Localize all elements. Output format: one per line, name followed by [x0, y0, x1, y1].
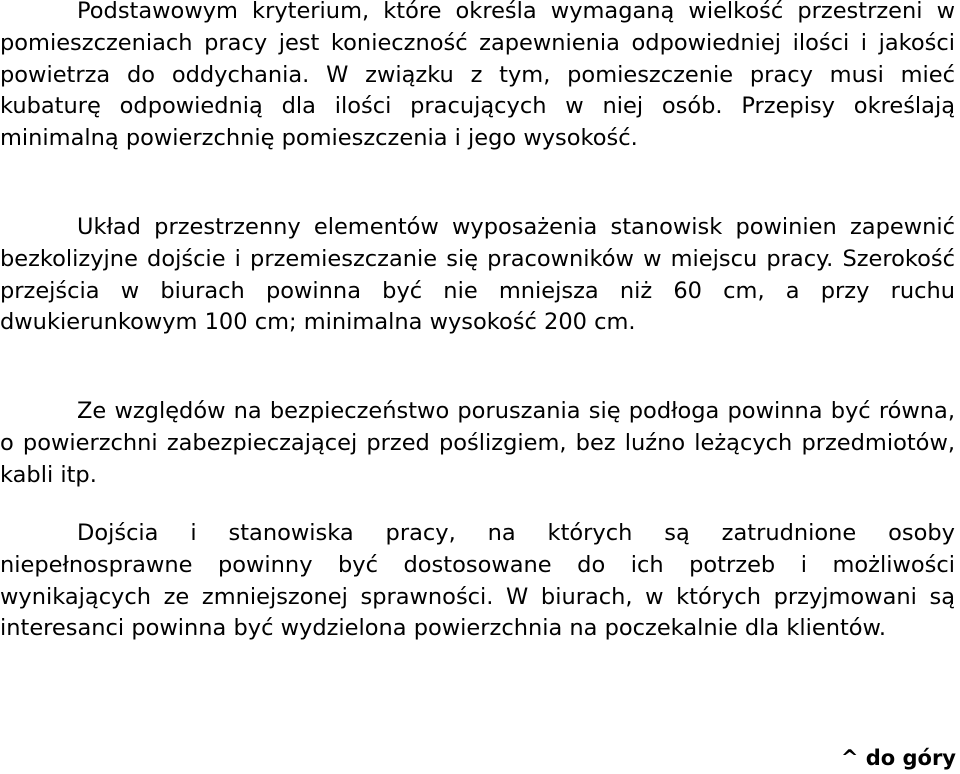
paragraph-text: Układ przestrzenny elementów wyposażenia stanowisk powinien zapewnić bezkolizyjne dojście i przemieszczanie się pracowników w miejscu pracy. Szerokość przejścia w biurach powinna być nie mniejsza niż 60 cm, a przy ruchu dwukierunkowym 100 cm; minimalna wysokość 200 cm.	[0, 214, 955, 336]
paragraph-layout-passages	[0, 212, 955, 339]
paragraph-text: Ze względów na bezpieczeństwo poruszania się podłoga powinna być równa, o powierzchni zabezpieczającej przed poślizgiem, bez luźno leżących przedmiotów, kabli itp.	[0, 398, 955, 488]
paragraph-workspace-air	[0, 0, 955, 155]
paragraph-text: Podstawowym kryterium, które określa wymaganą wielkość przestrzeni w pomieszczeniach pracy jest konieczność zapewnienia odpowiedniej ilości i jakości powietrza do oddychania. W związku z tym, pomieszczenie pracy musi mieć kubaturę odpowiednią dla ilości pracujących w niej osób. Przepisy określają minimalną powierzchnię pomieszczenia i jego wysokość.	[0, 0, 955, 152]
paragraph-floor-safety	[0, 396, 955, 491]
back-to-top-link[interactable]: ^ do góry	[840, 746, 956, 770]
paragraph-accessibility	[0, 518, 955, 645]
paragraph-text: Dojścia i stanowiska pracy, na których są zatrudnione osoby niepełnosprawne powinny być dostosowane do ich potrzeb i możliwości wynikających ze zmniejszonej sprawności. W biurach, w których przyjmowani są interesanci powinna być wydzielona powierzchnia na poczekalnie dla klientów.	[0, 520, 955, 642]
